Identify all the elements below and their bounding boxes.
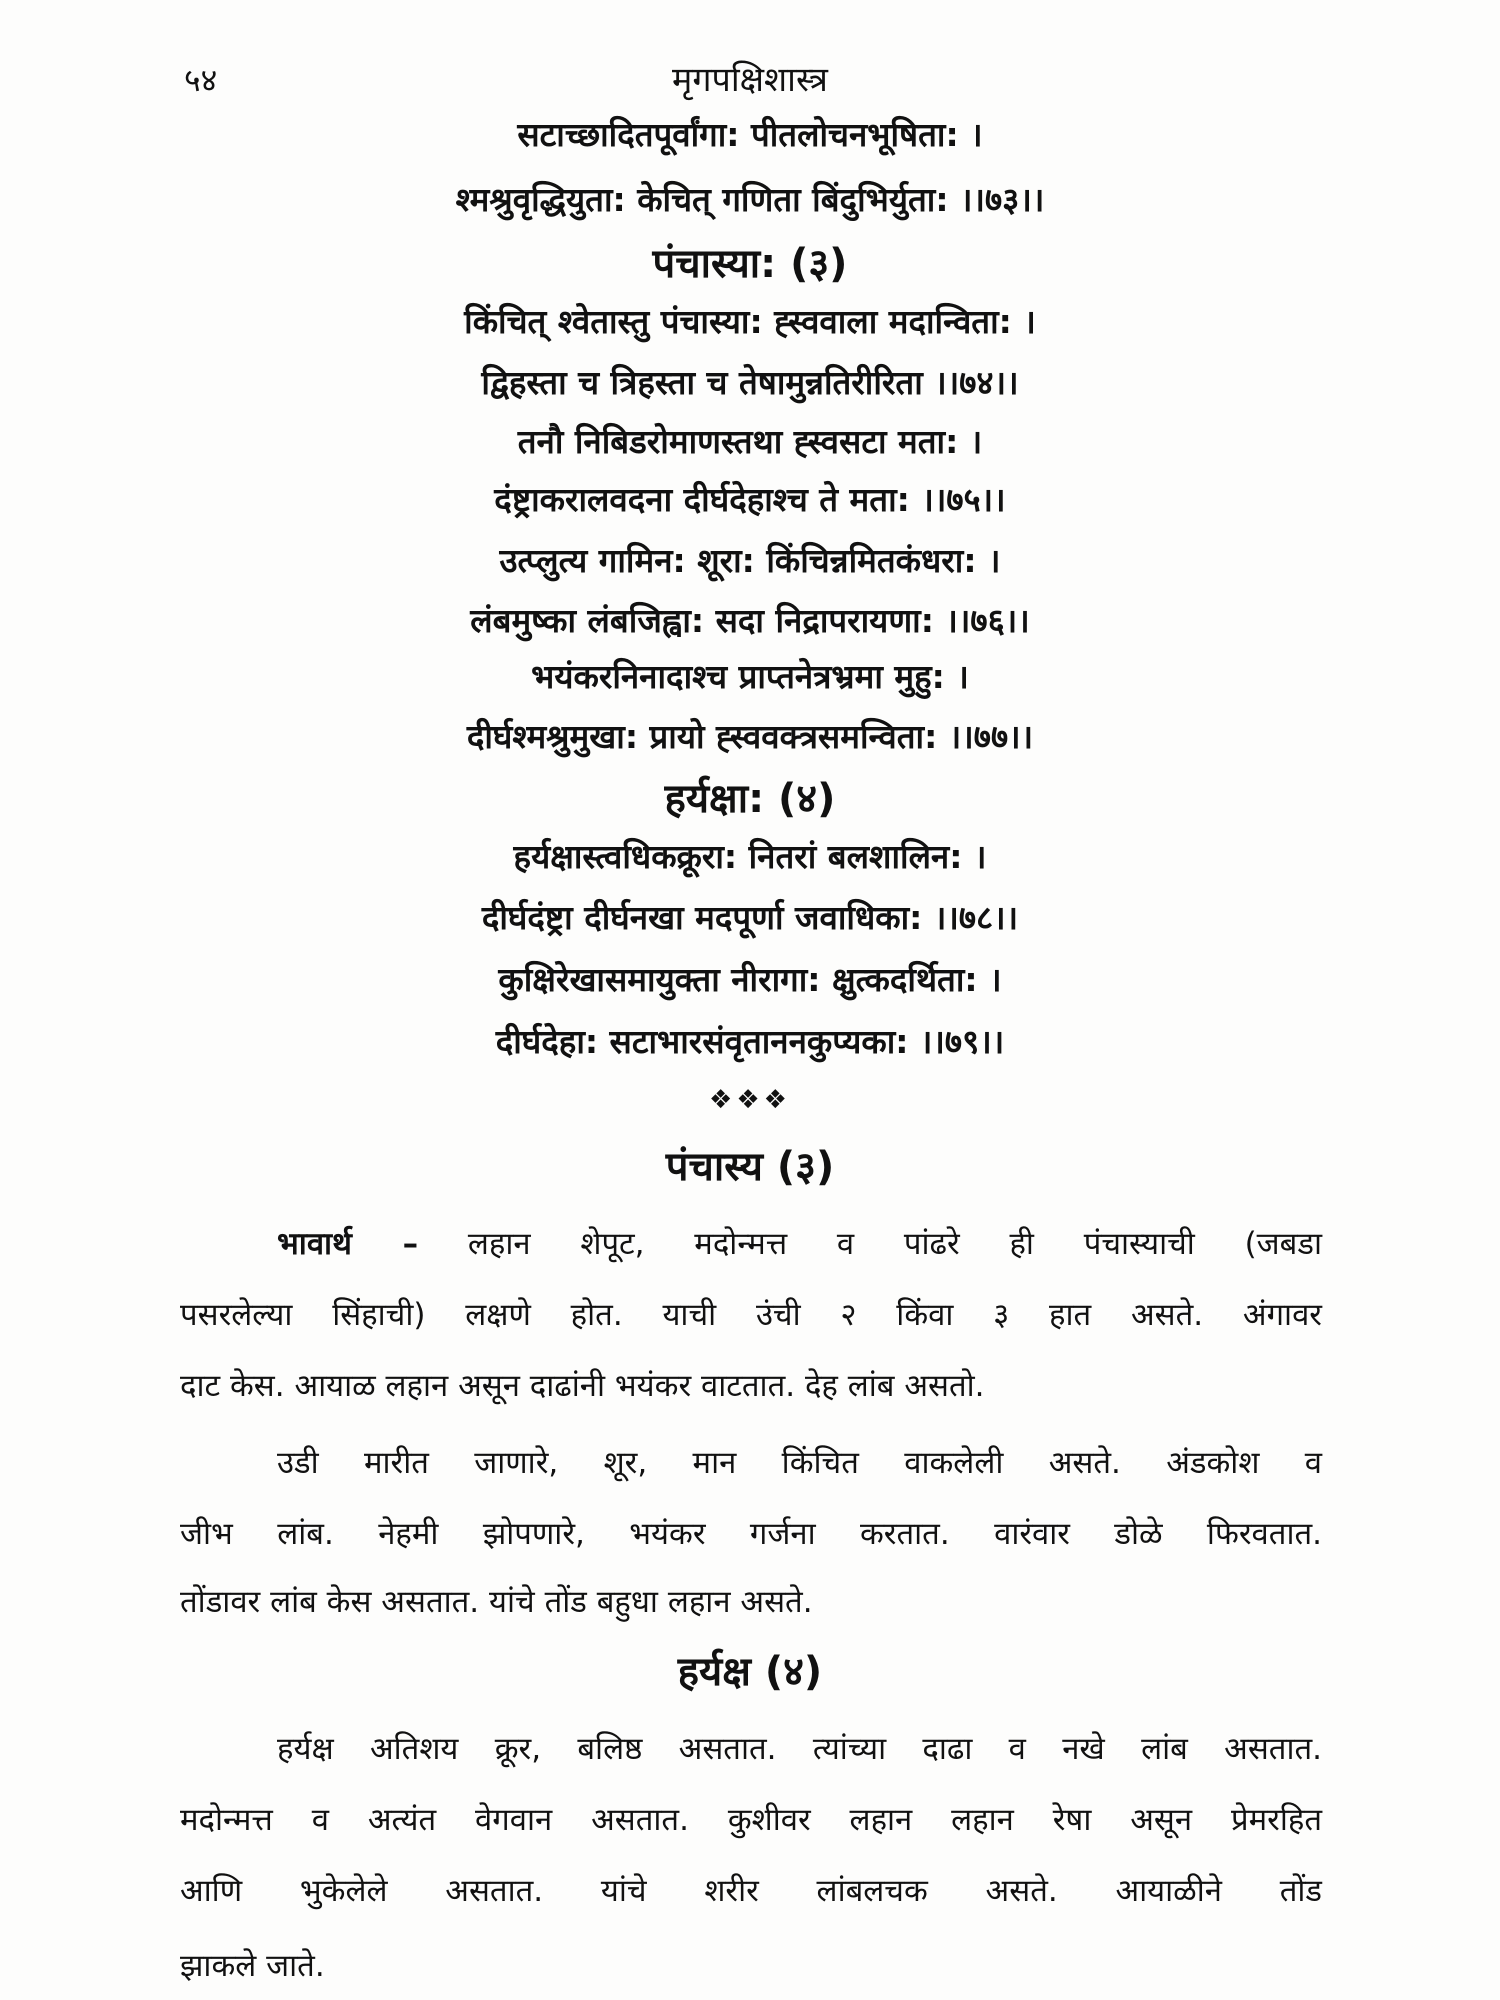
bhavartha-label: भावार्थ – [277,1226,419,1262]
prose-line: दाट केस. आयाळ लहान असून दाढांनी भयंकर वाटतात. देह लांब असतो. [180,1368,985,1404]
verse-line: कुक्षिरेखासमायुक्ता नीरागा: क्षुत्कदर्थिता: । [498,960,1002,999]
verse-line: दीर्घदंष्ट्रा दीर्घनखा मदपूर्णा जवाधिका: ।।७८।। [481,898,1019,937]
prose-line: मदोन्मत्त व अत्यंत वेगवान असतात. कुशीवर लहान लहान रेषा असून प्रेमरहित [180,1802,1322,1838]
running-title: मृगपक्षिशास्त्र [672,60,828,100]
verse-line: द्विहस्ता च त्रिहस्ता च तेषामुन्नतिरीरिता ।।७४।। [481,363,1019,402]
verse-line: भयंकरनिनादाश्च प्राप्तनेत्रभ्रमा मुहु: । [531,657,969,696]
prose-line: हर्यक्ष अतिशय क्रूर, बलिष्ठ असतात. त्यांच्या दाढा व नखे लांब असतात. [277,1731,1322,1767]
prose-line: भावार्थ – लहान शेपूट, मदोन्मत्त व पांढरे ही पंचास्याची (जबडा [277,1226,1322,1262]
verse-line: दंष्ट्राकरालवदना दीर्घदेहाश्च ते मता: ।।७५।। [494,480,1006,519]
verse-line: उत्प्लुत्य गामिन: शूरा: किंचिन्नमितकंधरा: । [499,541,1001,580]
verse-line: सटाच्छादितपूर्वांगा: पीतलोचनभूषिता: । [517,115,983,154]
verse-line: लंबमुष्का लंबजिह्वा: सदा निद्रापरायणा: ।।७६।। [470,601,1030,640]
prose-line: झाकले जाते. [180,1948,325,1984]
section-heading: पंचास्या: (३) [652,241,848,287]
prose-line: जीभ लांब. नेहमी झोपणारे, भयंकर गर्जना करतात. वारंवार डोळे फिरवतात. [180,1516,1322,1552]
verse-line: तनौ निबिडरोमाणस्तथा ह्स्वसटा मता: । [517,422,983,461]
verse-line: श्मश्रुवृद्धियुता: केचित् गणिता बिंदुभिर्युता: ।।७३।। [455,180,1045,219]
verse-line: दीर्घश्मश्रुमुखा: प्रायो ह्स्ववक्त्रसमन्विता: ।।७७।। [466,717,1034,756]
verse-line: हर्यक्षास्त्वधिकक्रूरा: नितरां बलशालिन: । [513,837,987,876]
section-heading: पंचास्य (३) [665,1144,835,1190]
verse-line: दीर्घदेहा: सटाभारसंवृताननकुप्यका: ।।७९।। [495,1022,1005,1061]
prose-line: पसरलेल्या सिंहाची) लक्षणे होत. याची उंची २ किंवा ३ हात असते. अंगावर [180,1297,1322,1333]
prose-line: तोंडावर लांब केस असतात. यांचे तोंड बहुधा लहान असते. [180,1584,813,1620]
verse-line: किंचित् श्वेतास्तु पंचास्या: ह्स्ववाला मदान्विता: । [464,302,1036,341]
page-number: ५४ [184,61,218,99]
prose-line: उडी मारीत जाणारे, शूर, मान किंचित वाकलेली असते. अंडकोश व [277,1445,1322,1481]
section-heading: हर्यक्ष (४) [677,1649,823,1695]
section-heading: हर्यक्षा: (४) [664,776,836,822]
prose-line: आणि भुकेलेले असतात. यांचे शरीर लांबलचक असते. आयाळीने तोंड [180,1873,1322,1909]
ornament-divider: ❖❖❖ [709,1085,791,1115]
